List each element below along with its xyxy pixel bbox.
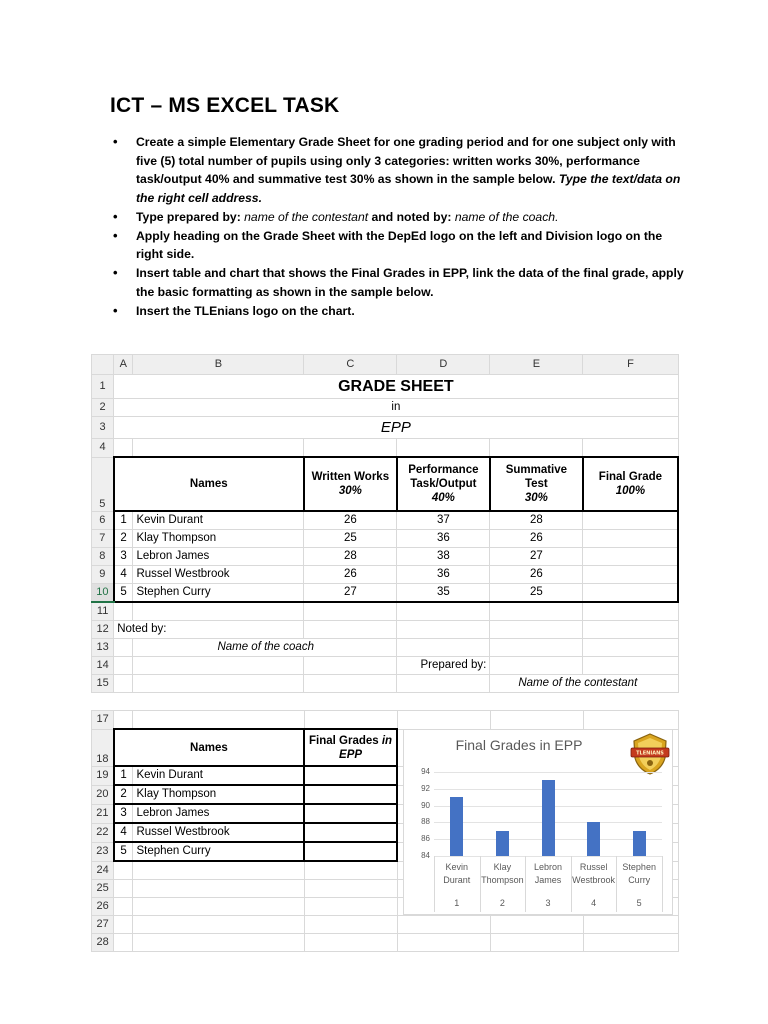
performance-percent: 40% (431, 492, 455, 504)
row-header-9[interactable]: 9 (92, 566, 114, 584)
final-grade-cell[interactable] (583, 566, 678, 584)
row-header-15[interactable]: 15 (92, 675, 114, 693)
subject-title[interactable]: EPP (114, 417, 678, 439)
row-header-13[interactable]: 13 (92, 639, 114, 657)
row-header-17[interactable]: 17 (92, 711, 114, 730)
cell[interactable] (397, 711, 490, 730)
task-text: Insert table and chart that shows the Final Grades in EPP, link the data of the final grade, apply the basic formatting as shown in the sample below. (136, 266, 684, 299)
cell[interactable] (583, 602, 678, 621)
row-header-27[interactable]: 27 (92, 916, 114, 934)
task-item (112, 133, 692, 207)
row-header-2[interactable]: 2 (92, 399, 114, 417)
final-grade-cell[interactable] (304, 842, 397, 861)
cell[interactable] (583, 657, 678, 675)
summative-cell[interactable]: 25 (490, 584, 583, 603)
x-category-line: Klay (493, 862, 512, 872)
performance-cell[interactable]: 37 (397, 511, 490, 530)
cell[interactable] (133, 861, 304, 880)
student-name-cell[interactable]: Kevin Durant (133, 766, 304, 785)
cell[interactable] (133, 916, 304, 934)
cell[interactable] (114, 711, 133, 730)
cell[interactable] (114, 898, 133, 916)
row-header-6[interactable]: 6 (92, 511, 114, 530)
final-grades-subject: EPP (339, 748, 363, 761)
row-header-14[interactable]: 14 (92, 657, 114, 675)
final-grades-label: Final Grades (309, 734, 382, 747)
student-number-cell[interactable]: 5 (114, 584, 133, 603)
cell[interactable] (114, 675, 133, 693)
task-text: Type prepared by: (136, 209, 245, 224)
task-item (112, 227, 692, 264)
x-category-number: 3 (545, 898, 551, 908)
cell[interactable] (133, 880, 304, 898)
x-category-number: 2 (499, 898, 505, 908)
cell[interactable] (583, 711, 678, 730)
row-header-21[interactable]: 21 (92, 804, 114, 823)
cell[interactable] (490, 711, 583, 730)
cell[interactable] (490, 639, 583, 657)
cell[interactable] (490, 657, 583, 675)
y-tick-label: 86 (421, 834, 430, 844)
cell[interactable] (397, 639, 490, 657)
contestant-name-cell[interactable]: Name of the contestant (490, 675, 678, 693)
cell[interactable] (583, 621, 678, 639)
cell[interactable] (114, 657, 133, 675)
cell[interactable] (304, 439, 397, 458)
tlenians-logo-icon[interactable] (629, 732, 671, 776)
row-header-12[interactable]: 12 (92, 621, 114, 639)
x-category-label (525, 861, 571, 887)
in-text-cell[interactable]: in (114, 399, 678, 417)
task-text: Apply heading on the Grade Sheet with the DepEd logo on the left and Division logo on the right side. (136, 228, 663, 261)
row-header-18[interactable]: 18 (92, 729, 114, 766)
written-works-percent: 30% (338, 485, 362, 497)
performance-cell[interactable]: 36 (397, 566, 490, 584)
final-grades-header[interactable] (304, 729, 397, 766)
written-works-cell[interactable]: 26 (304, 566, 397, 584)
cell[interactable] (133, 898, 304, 916)
summative-label: Summative Test (505, 464, 568, 490)
task-text: Type the text/data on the right cell address. (136, 172, 681, 205)
row-header-7[interactable]: 7 (92, 530, 114, 548)
cell[interactable] (397, 439, 490, 458)
row-header-24[interactable]: 24 (92, 861, 114, 880)
grade-sheet-table (91, 354, 679, 693)
chart-gridline (434, 772, 662, 773)
cell[interactable] (397, 621, 490, 639)
cell[interactable] (304, 602, 397, 621)
cell[interactable] (583, 916, 678, 934)
task-text: Insert the TLEnians logo on the chart. (136, 303, 355, 318)
student-number-cell[interactable]: 2 (114, 785, 133, 804)
task-item (112, 208, 692, 227)
cell[interactable] (490, 934, 583, 952)
cell[interactable] (133, 711, 304, 730)
student-name-cell[interactable]: Klay Thompson (133, 785, 304, 804)
x-category-number: 5 (636, 898, 642, 908)
cell[interactable] (583, 439, 678, 458)
row-header-10[interactable]: 10 (92, 584, 114, 603)
column-header-e[interactable]: E (490, 355, 583, 375)
row-header-28[interactable]: 28 (92, 934, 114, 952)
x-axis-divider (480, 856, 481, 912)
chart-bar[interactable] (587, 822, 600, 856)
cell[interactable] (114, 916, 133, 934)
x-category-line: Curry (628, 875, 651, 885)
performance-cell[interactable]: 38 (397, 548, 490, 566)
student-name-cell[interactable]: Russel Westbrook (133, 823, 304, 842)
cell[interactable] (304, 621, 397, 639)
task-text: Create a simple Elementary Grade Sheet for one grading period and for one subject only with five (5) total number of pupils using only 3 categories: written works 30%, performance task/output 40% and summative test 30% as shown in the sample below. (136, 135, 676, 186)
row-header-3[interactable]: 3 (92, 417, 114, 439)
performance-cell[interactable]: 36 (397, 530, 490, 548)
row-header-25[interactable]: 25 (92, 880, 114, 898)
performance-cell[interactable]: 35 (397, 584, 490, 603)
row-header-8[interactable]: 8 (92, 548, 114, 566)
x-category-line: Thompson (481, 875, 524, 885)
cell[interactable] (133, 439, 304, 458)
cell[interactable] (133, 657, 304, 675)
cell[interactable] (490, 621, 583, 639)
summative-cell[interactable]: 26 (490, 530, 583, 548)
x-category-line: Westbrook (572, 875, 616, 885)
row-header-5[interactable]: 5 (92, 457, 114, 511)
cell[interactable] (397, 916, 490, 934)
x-category-number: 4 (591, 898, 597, 908)
x-category-line: Durant (443, 875, 471, 885)
chart-bar[interactable] (633, 831, 646, 856)
names-header[interactable]: Names (114, 729, 304, 766)
chart-bar[interactable] (542, 780, 555, 856)
student-number-cell[interactable]: 3 (114, 548, 133, 566)
student-name-cell[interactable]: Klay Thompson (133, 530, 304, 548)
x-axis-divider (571, 856, 572, 912)
grade-sheet-title[interactable]: GRADE SHEET (114, 375, 678, 399)
written-works-label: Written Works (311, 471, 390, 483)
x-category-label (616, 861, 662, 887)
student-number-cell[interactable]: 1 (114, 511, 133, 530)
cell[interactable] (133, 934, 304, 952)
cell[interactable] (583, 639, 678, 657)
x-category-line: Lebron (533, 862, 563, 872)
cell[interactable] (490, 602, 583, 621)
performance-label: Performance Task/Output (408, 464, 479, 490)
written-works-header[interactable] (304, 457, 397, 511)
task-list (112, 133, 692, 321)
cell[interactable] (397, 675, 490, 693)
cell[interactable] (133, 602, 304, 621)
final-grades-in: in (381, 734, 393, 747)
x-category-label (571, 861, 617, 887)
final-grade-header[interactable] (583, 457, 678, 511)
summative-header[interactable] (490, 457, 583, 511)
written-works-cell[interactable]: 28 (304, 548, 397, 566)
cell[interactable] (114, 880, 133, 898)
names-header[interactable]: Names (114, 457, 304, 511)
student-number-cell[interactable]: 1 (114, 766, 133, 785)
final-grade-cell[interactable] (583, 584, 678, 603)
prepared-by-label[interactable]: Prepared by: (397, 657, 490, 675)
x-category-label (434, 861, 480, 887)
cell[interactable] (397, 602, 490, 621)
final-grade-label: Final Grade (598, 471, 663, 483)
cell[interactable] (304, 880, 397, 898)
y-tick-label: 88 (421, 817, 430, 827)
row-header-20[interactable]: 20 (92, 785, 114, 804)
student-number-cell[interactable]: 5 (114, 842, 133, 861)
task-text: name of the coach. (454, 209, 559, 224)
x-category-line: James (534, 875, 562, 885)
y-tick-label: 90 (421, 800, 430, 810)
student-name-cell[interactable]: Lebron James (133, 804, 304, 823)
summative-cell[interactable]: 28 (490, 511, 583, 530)
row-header-22[interactable]: 22 (92, 823, 114, 842)
cell[interactable] (583, 934, 678, 952)
task-item (112, 302, 692, 321)
summative-cell[interactable]: 26 (490, 566, 583, 584)
student-name-cell[interactable]: Russel Westbrook (133, 566, 304, 584)
y-tick-label: 84 (421, 851, 430, 860)
chart-bar[interactable] (496, 831, 509, 856)
column-header-f[interactable]: F (583, 355, 678, 375)
cell[interactable] (304, 916, 397, 934)
column-header-d[interactable]: D (397, 355, 490, 375)
student-name-cell[interactable]: Kevin Durant (133, 511, 304, 530)
cell[interactable] (114, 861, 133, 880)
row-header-11[interactable]: 11 (92, 602, 114, 621)
y-tick-label: 92 (421, 783, 430, 793)
coach-name-cell[interactable]: Name of the coach (133, 639, 397, 657)
cell[interactable] (114, 639, 133, 657)
final-grade-cell[interactable] (583, 511, 678, 530)
cell[interactable] (304, 657, 397, 675)
x-axis-divider (525, 856, 526, 912)
cell[interactable] (133, 675, 304, 693)
written-works-cell[interactable]: 27 (304, 584, 397, 603)
x-category-line: Russel (579, 862, 608, 872)
row-header-23[interactable]: 23 (92, 842, 114, 861)
x-category-label (479, 861, 525, 887)
cell[interactable] (114, 439, 133, 458)
cell[interactable] (114, 602, 133, 621)
final-grade-cell[interactable] (583, 548, 678, 566)
final-grades-chart[interactable] (403, 729, 673, 915)
x-axis-divider (616, 856, 617, 912)
select-all-corner[interactable] (92, 355, 114, 375)
task-text: name of the contestant (244, 209, 369, 224)
x-category-line: Kevin (445, 862, 469, 872)
chart-bar[interactable] (450, 797, 463, 856)
written-works-cell[interactable]: 25 (304, 530, 397, 548)
summative-cell[interactable]: 27 (490, 548, 583, 566)
summative-percent: 30% (524, 492, 548, 504)
performance-header[interactable] (397, 457, 490, 511)
document-title: ICT – MS EXCEL TASK (110, 94, 340, 117)
column-header-c[interactable]: C (304, 355, 397, 375)
x-category-number: 1 (454, 898, 460, 908)
column-header-b[interactable]: B (133, 355, 304, 375)
row-header-1[interactable]: 1 (92, 375, 114, 399)
noted-by-label[interactable]: Noted by: (114, 621, 304, 639)
column-header-a[interactable]: A (114, 355, 133, 375)
student-name-cell[interactable]: Stephen Curry (133, 584, 304, 603)
student-name-cell[interactable]: Lebron James (133, 548, 304, 566)
cell[interactable] (304, 934, 397, 952)
final-grade-percent: 100% (615, 485, 646, 497)
y-tick-label: 94 (421, 767, 430, 776)
cell[interactable] (114, 934, 133, 952)
row-header-4[interactable]: 4 (92, 439, 114, 458)
chart-gridline (434, 856, 662, 857)
student-number-cell[interactable]: 4 (114, 566, 133, 584)
written-works-cell[interactable]: 26 (304, 511, 397, 530)
student-name-cell[interactable]: Stephen Curry (133, 842, 304, 861)
task-text: and noted by: (368, 209, 455, 224)
student-number-cell[interactable]: 2 (114, 530, 133, 548)
x-axis-divider (434, 856, 435, 912)
cell[interactable] (304, 675, 397, 693)
cell[interactable] (490, 916, 583, 934)
final-grade-cell[interactable] (304, 804, 397, 823)
row-header-19[interactable]: 19 (92, 766, 114, 785)
cell[interactable] (397, 934, 490, 952)
cell[interactable] (304, 711, 397, 730)
cell[interactable] (304, 898, 397, 916)
final-grade-cell[interactable] (304, 785, 397, 804)
row-header-26[interactable]: 26 (92, 898, 114, 916)
x-axis-divider (662, 856, 663, 912)
logo-text: TLENIANS (636, 750, 664, 757)
task-item (112, 264, 692, 301)
x-category-line: Stephen (622, 862, 656, 872)
student-number-cell[interactable]: 3 (114, 804, 133, 823)
chart-title[interactable]: Final Grades in EPP (455, 737, 583, 753)
student-number-cell[interactable]: 4 (114, 823, 133, 842)
cell[interactable] (490, 439, 583, 458)
final-grade-cell[interactable] (304, 766, 397, 785)
cell[interactable] (304, 861, 397, 880)
final-grade-cell[interactable] (304, 823, 397, 842)
final-grade-cell[interactable] (583, 530, 678, 548)
